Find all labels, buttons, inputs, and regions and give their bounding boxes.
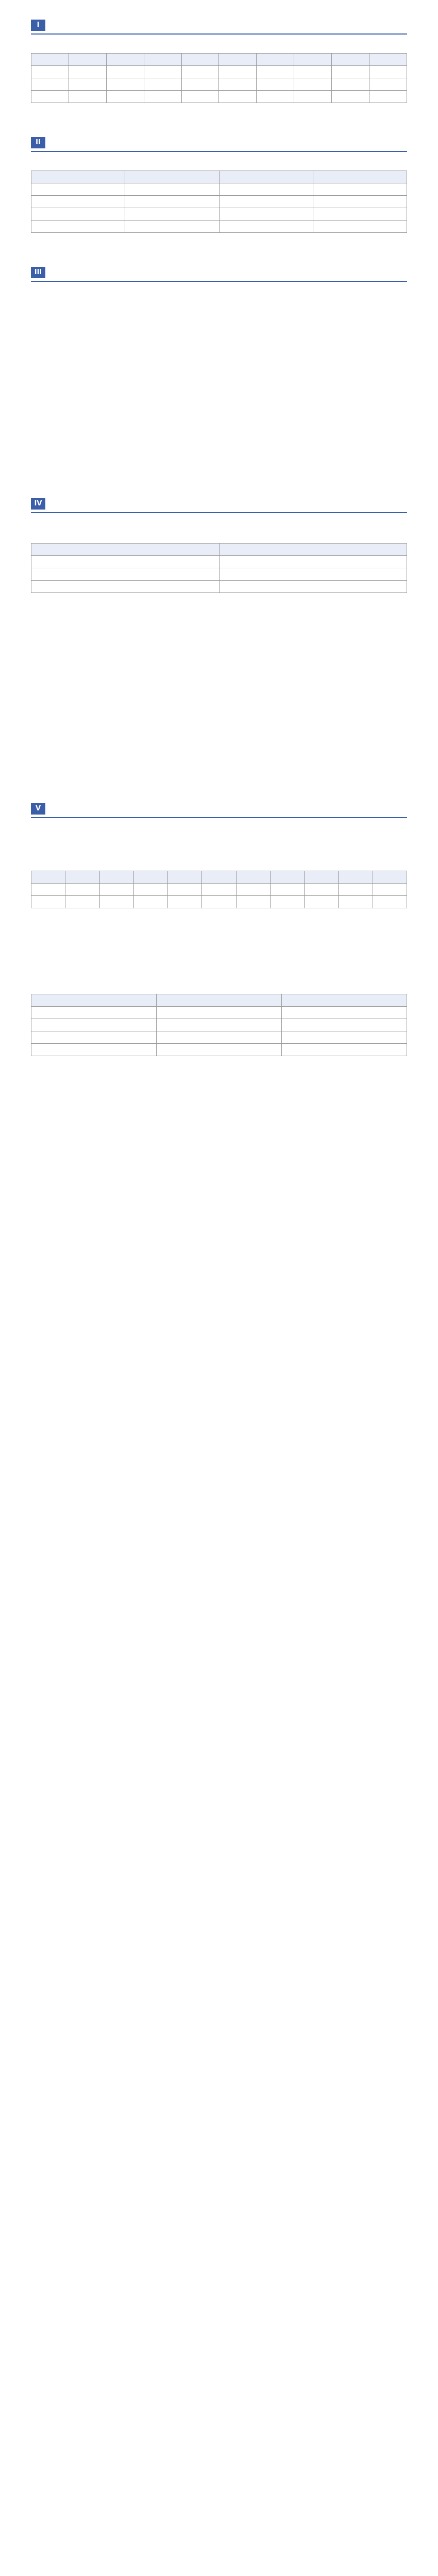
table-cell — [133, 896, 167, 908]
table-header-row — [31, 54, 407, 66]
table-cell — [313, 208, 407, 221]
section-note — [47, 115, 407, 124]
table-row — [31, 556, 407, 568]
table-cell — [157, 1044, 282, 1056]
table-cell — [257, 91, 294, 103]
section-number: II — [31, 137, 45, 148]
table-cell — [31, 1019, 157, 1031]
section-paragraph — [47, 846, 407, 855]
table-cell — [236, 896, 270, 908]
table-cell — [282, 1019, 407, 1031]
section-paragraph — [47, 857, 407, 867]
section-paragraph — [47, 332, 407, 342]
section-paragraph — [47, 366, 407, 376]
table-header — [157, 994, 282, 1007]
table-header — [294, 54, 332, 66]
section-paragraph — [47, 665, 407, 674]
table-cell — [31, 568, 220, 581]
table-cell — [305, 896, 339, 908]
table-cell — [31, 183, 125, 196]
table-header — [99, 871, 133, 884]
table-header — [219, 54, 257, 66]
table-cell — [31, 581, 220, 593]
table-cell — [219, 568, 407, 581]
table-cell — [219, 78, 257, 91]
table-header — [313, 171, 407, 183]
table-header — [31, 171, 125, 183]
table-cell — [369, 78, 407, 91]
section-paragraph — [47, 298, 407, 308]
table-header — [31, 871, 65, 884]
table-cell — [157, 1007, 282, 1019]
table-cell — [99, 884, 133, 896]
table-cell — [69, 66, 106, 78]
section-paragraph — [38, 980, 407, 990]
table-cell — [219, 221, 313, 233]
table-header — [332, 54, 369, 66]
table-header — [144, 54, 181, 66]
section-header — [31, 803, 407, 818]
table-header — [373, 871, 407, 884]
table-cell — [282, 1044, 407, 1056]
section-paragraph — [38, 1106, 407, 1115]
table-cell — [219, 91, 257, 103]
table-header — [339, 871, 373, 884]
section-note — [47, 245, 407, 253]
section-eligibility — [31, 498, 407, 790]
table-header — [305, 871, 339, 884]
section-paragraph — [38, 823, 407, 833]
table-cell — [373, 896, 407, 908]
recruitment-table — [31, 53, 407, 103]
table-cell — [31, 1031, 157, 1044]
schedule-table — [31, 171, 407, 233]
table-cell — [332, 91, 369, 103]
section-paragraph — [47, 924, 407, 933]
section-paragraph — [47, 1128, 407, 1138]
section-paragraph — [47, 344, 407, 353]
table-cell — [270, 896, 304, 908]
table-cell — [332, 78, 369, 91]
table-cell — [99, 896, 133, 908]
table-cell — [144, 66, 181, 78]
section-number: III — [31, 267, 45, 278]
table-header — [31, 544, 220, 556]
section-paragraph — [47, 530, 407, 539]
table-cell — [332, 66, 369, 78]
table-cell — [219, 208, 313, 221]
table-cell — [282, 1007, 407, 1019]
section-paragraph — [38, 321, 407, 330]
table-header — [168, 871, 202, 884]
table-header — [133, 871, 167, 884]
table-row — [31, 91, 407, 103]
table-cell — [339, 884, 373, 896]
section-note — [47, 237, 407, 245]
section-header — [31, 267, 407, 282]
table-cell — [257, 78, 294, 91]
section-paragraph — [38, 912, 407, 922]
section-paragraph — [47, 935, 407, 944]
table-header — [181, 54, 219, 66]
section-number: I — [31, 20, 45, 31]
section-paragraph — [47, 1094, 407, 1104]
section-paragraph — [47, 946, 407, 956]
table-header — [282, 994, 407, 1007]
table-cell — [69, 78, 106, 91]
table-cell — [219, 556, 407, 568]
table-cell — [270, 884, 304, 896]
section-paragraph — [47, 620, 407, 629]
table-cell — [31, 78, 69, 91]
table-header-row — [31, 171, 407, 183]
table-cell — [181, 66, 219, 78]
table-cell — [144, 78, 181, 91]
section-schedule — [31, 137, 407, 253]
table-row — [31, 581, 407, 593]
table-row — [31, 568, 407, 581]
table-cell — [313, 183, 407, 196]
table-cell — [106, 91, 144, 103]
table-cell — [31, 208, 125, 221]
table-cell — [257, 66, 294, 78]
section-paragraph — [47, 1083, 407, 1092]
table-cell — [133, 884, 167, 896]
table-header — [369, 54, 407, 66]
table-cell — [125, 221, 219, 233]
table-cell — [31, 91, 69, 103]
table-cell — [219, 66, 257, 78]
table-row — [31, 196, 407, 208]
section-paragraph — [47, 835, 407, 844]
table-cell — [157, 1031, 282, 1044]
table-header — [31, 54, 69, 66]
section-paragraph — [38, 40, 407, 49]
section-paragraph — [47, 642, 407, 652]
section-paragraph — [47, 1117, 407, 1126]
table-cell — [219, 581, 407, 593]
section-paragraph — [47, 1072, 407, 1081]
section-note — [47, 107, 407, 115]
table-cell — [294, 91, 332, 103]
table-cell — [236, 884, 270, 896]
table-cell — [31, 1007, 157, 1019]
table-cell — [106, 78, 144, 91]
table-cell — [31, 221, 125, 233]
table-cell — [125, 208, 219, 221]
interview-criteria-table — [31, 994, 407, 1056]
table-cell — [369, 91, 407, 103]
table-cell — [31, 896, 65, 908]
table-header-row — [31, 871, 407, 884]
section-header — [31, 498, 407, 513]
table-cell — [125, 196, 219, 208]
section-paragraph — [38, 518, 407, 528]
section-header — [31, 20, 407, 35]
section-selection-process — [31, 803, 407, 1160]
table-header — [69, 54, 106, 66]
table-header-row — [31, 994, 407, 1007]
section-paragraph — [47, 1151, 407, 1160]
table-cell — [219, 183, 313, 196]
table-header-row — [31, 544, 407, 556]
table-cell — [65, 884, 99, 896]
table-row — [31, 78, 407, 91]
table-row — [31, 1031, 407, 1044]
table-row — [31, 1019, 407, 1031]
section-paragraph — [38, 157, 407, 166]
unread-content-region — [31, 676, 407, 790]
unread-content-region — [31, 423, 407, 485]
section-paragraph — [47, 958, 407, 967]
table-row — [31, 66, 407, 78]
table-row — [31, 896, 407, 908]
table-cell — [106, 66, 144, 78]
section-paragraph — [47, 654, 407, 663]
table-row — [31, 208, 407, 221]
table-cell — [181, 91, 219, 103]
section-paragraph — [38, 287, 407, 296]
table-cell — [31, 196, 125, 208]
table-cell — [305, 884, 339, 896]
table-cell — [31, 1044, 157, 1056]
table-cell — [125, 183, 219, 196]
table-header — [219, 544, 407, 556]
table-cell — [369, 66, 407, 78]
table-row — [31, 1044, 407, 1056]
table-header — [270, 871, 304, 884]
table-cell — [219, 196, 313, 208]
section-paragraph — [47, 412, 407, 421]
section-paragraph — [47, 608, 407, 618]
table-cell — [157, 1019, 282, 1031]
table-cell — [202, 884, 236, 896]
section-paragraph — [38, 597, 407, 606]
table-header — [257, 54, 294, 66]
section-paragraph — [47, 389, 407, 398]
table-cell — [181, 78, 219, 91]
section-number: V — [31, 803, 45, 815]
table-cell — [313, 221, 407, 233]
table-cell — [168, 896, 202, 908]
table-header — [202, 871, 236, 884]
table-header — [31, 994, 157, 1007]
section-paragraph — [47, 400, 407, 410]
table-cell — [168, 884, 202, 896]
table-cell — [31, 884, 65, 896]
table-row — [31, 221, 407, 233]
eligibility-table — [31, 543, 407, 593]
section-paragraph — [38, 378, 407, 387]
table-cell — [294, 78, 332, 91]
section-paragraph — [38, 1140, 407, 1149]
physical-test-table — [31, 871, 407, 908]
section-application — [31, 267, 407, 485]
table-cell — [31, 66, 69, 78]
table-cell — [373, 884, 407, 896]
table-row — [31, 183, 407, 196]
section-header — [31, 137, 407, 152]
table-header — [106, 54, 144, 66]
table-cell — [65, 896, 99, 908]
table-cell — [282, 1031, 407, 1044]
table-header — [219, 171, 313, 183]
table-header — [65, 871, 99, 884]
table-header — [236, 871, 270, 884]
table-header — [125, 171, 219, 183]
section-paragraph — [38, 1060, 407, 1070]
table-row — [31, 1007, 407, 1019]
table-cell — [294, 66, 332, 78]
table-cell — [69, 91, 106, 103]
table-cell — [202, 896, 236, 908]
table-cell — [339, 896, 373, 908]
section-paragraph — [47, 969, 407, 978]
section-number: IV — [31, 498, 45, 510]
section-paragraph — [47, 310, 407, 319]
table-cell — [31, 556, 220, 568]
section-paragraph — [38, 631, 407, 640]
section-recruitment — [31, 20, 407, 124]
section-paragraph — [38, 355, 407, 364]
table-cell — [144, 91, 181, 103]
table-row — [31, 884, 407, 896]
table-cell — [313, 196, 407, 208]
